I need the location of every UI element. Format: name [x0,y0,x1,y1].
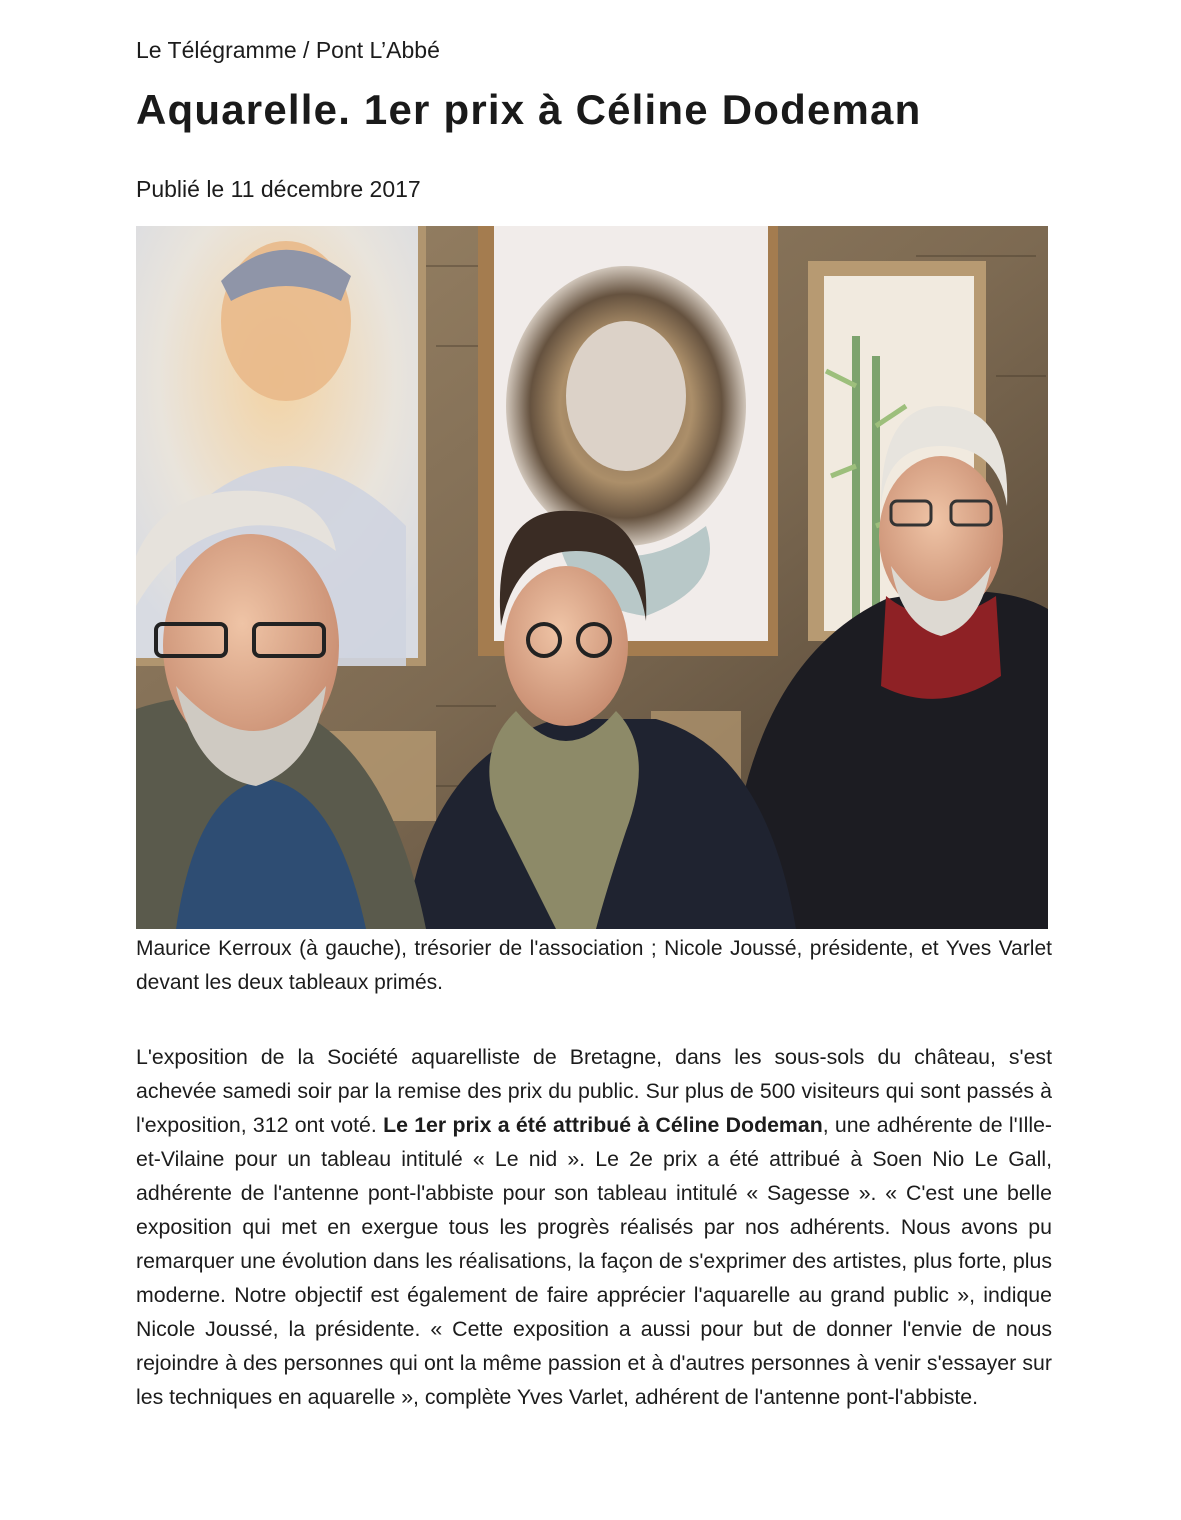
photo-caption: Maurice Kerroux (à gauche), trésorier de l'association ; Nicole Joussé, présidente, et Yves Varlet devant les deux tableaux primés. [136,937,1052,994]
publication-date: Publié le 11 décembre 2017 [136,176,421,202]
headline: Aquarelle. 1er prix à Céline Dodeman [136,86,922,133]
article-body [136,1040,1052,1414]
body-text-part-2: , une adhérente de l'Ille-et-Vilaine pour un tableau intitulé « Le nid ». Le 2e prix a été attribué à Soen Nio Le Gall, adhérente de l'antenne pont-l'abbiste pour son tableau intitulé « Sagesse ». « C'est une belle exposition qui met en exergue tous les progrès réalisés par nos adhérents. Nous avons pu remarquer une évolution dans les réalisations, la façon de s'exprimer des artistes, plus forte, plus moderne. Notre objectif est également de faire apprécier l'aquarelle au grand public », indique Nicole Joussé, la présidente. « Cette exposition a aussi pour but de donner l'envie de nous rejoindre à des personnes qui ont la même passion et à d'autres personnes à venir s'essayer sur les techniques en aquarelle », complète Yves Varlet, adhérent de l'antenne pont-l'abbiste. [136,1113,1053,1409]
source-line: Le Télégramme / Pont L’Abbé [136,37,440,63]
body-text-part-1: L'exposition de la Société aquarelliste de Bretagne, dans les sous-sols du château, s'est achevée samedi soir par la remise des prix du public. Sur plus de 500 visiteurs qui sont passés à l'exposition, 312 ont voté. [136,1045,1052,1137]
body-text-bold: Le 1er prix a été attribué à Céline Dodeman [383,1113,823,1137]
article-photo [136,226,1048,929]
photo-illustration [136,226,1048,929]
